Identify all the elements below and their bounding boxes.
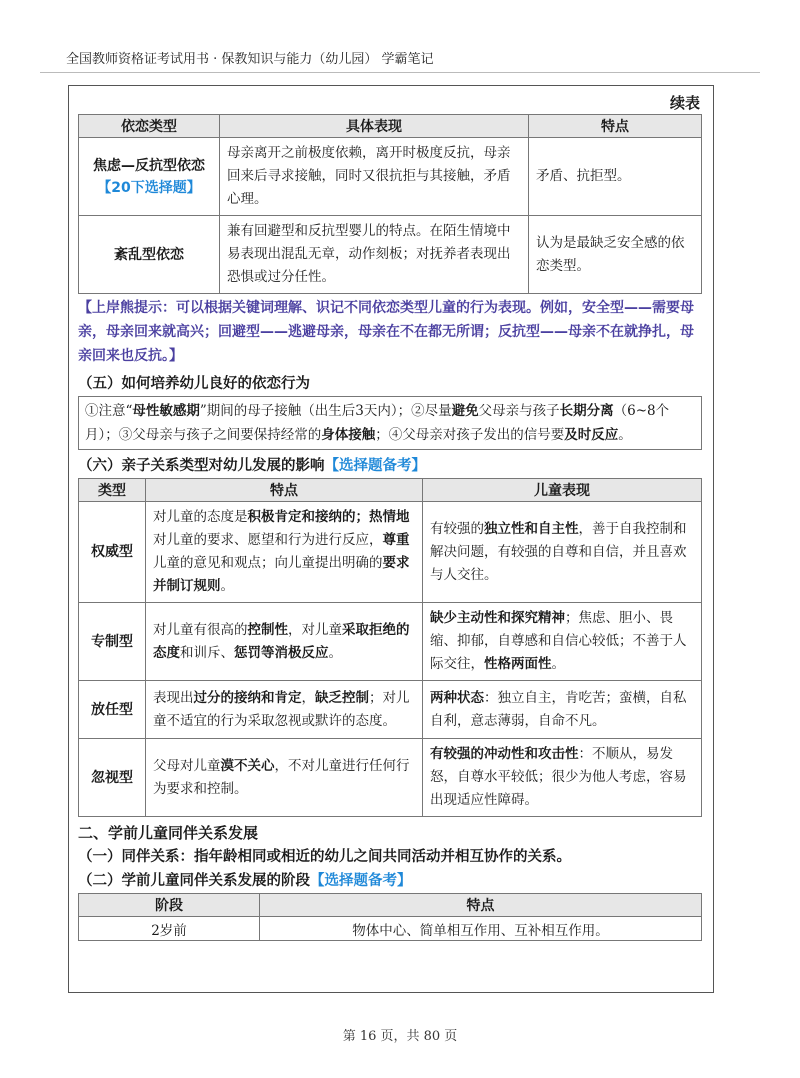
parenting-table xyxy=(78,478,702,817)
emphasis: 惩罚等消极反应 xyxy=(234,644,329,661)
emphasis: 采取拒绝的态度 xyxy=(153,621,410,661)
emphasis: 积极肯定和接纳的；热情地 xyxy=(247,509,410,525)
trait-cell xyxy=(146,502,423,603)
text: ，不对儿童进行任何行为要求和控制。 xyxy=(153,757,410,797)
title-text: （二）学前儿童同伴关系发展的阶段 xyxy=(78,873,310,889)
trait-cell xyxy=(146,681,423,739)
text: ：不顺从，易发怒，自尊水平较低；很少为他人考虑，容易出现适应性障碍。 xyxy=(430,746,687,808)
col-header: 阶段 xyxy=(79,894,260,917)
peer-definition: （一）同伴关系：指年龄相同或相近的幼儿之间共同活动并相互协作的关系。 xyxy=(78,849,571,865)
table-row xyxy=(79,138,702,216)
text: ，对儿童 xyxy=(288,621,342,638)
emphasis: 两种状态 xyxy=(430,689,484,706)
text: 。 xyxy=(328,644,342,661)
page-footer: 第 16 页，共 80 页 xyxy=(342,1029,458,1044)
emphasis: 避免 xyxy=(451,403,479,419)
desc-cell: 兼有回避型和反抗型婴儿的特点。在陌生情境中易表现出混乱无章，动作刻板；对抚养者表现出恐惧或过分任性。 xyxy=(220,216,529,294)
text: ：独立自主，肯吃苦；蛮横，自私自利，意志薄弱，自命不凡。 xyxy=(430,689,687,729)
emphasis: 长期分离 xyxy=(559,403,614,419)
peer-stage-table xyxy=(78,893,702,941)
behavior-cell xyxy=(423,739,702,817)
section-5-box xyxy=(78,396,702,450)
trait-cell xyxy=(146,603,423,681)
emphasis: 有较强的冲动性和攻击性 xyxy=(430,746,579,762)
emphasis: 性格两面性 xyxy=(484,656,552,672)
trait-cell: 认为是最缺乏安全感的依恋类型。 xyxy=(529,216,702,294)
emphasis: 缺少主动性和探究精神 xyxy=(430,610,565,626)
text: 对儿童有很高的 xyxy=(153,621,248,638)
text: 对儿童的态度是 xyxy=(153,509,248,525)
trait-cell: 矛盾、抗拒型。 xyxy=(529,138,702,216)
text: 。 xyxy=(220,578,234,594)
type-cell xyxy=(79,138,220,216)
section-2-title: 二、学前儿童同伴关系发展 xyxy=(78,824,259,842)
text: ；焦虑、胆小、畏缩、抑郁，自尊感和自信心较低；不善于人际交往， xyxy=(430,610,687,672)
emphasis: 母性敏感期 xyxy=(132,403,200,419)
text: ；④父母亲对孩子发出的信号要 xyxy=(375,427,565,443)
col-header: 类型 xyxy=(79,479,146,502)
text: 表现出 xyxy=(153,689,194,706)
desc-cell: 母亲离开之前极度依赖，离开时极度反抗，母亲回来后寻求接触，同时又很抗拒与其接触，矛盾心理。 xyxy=(220,138,529,216)
text: 父母亲与孩子 xyxy=(478,403,560,419)
text: 对儿童的要求、愿望和行为进行反应， xyxy=(153,532,383,548)
type-cell: 权威型 xyxy=(79,502,146,603)
type-cell: 忽视型 xyxy=(79,739,146,817)
emphasis: 过分的接纳和肯定 xyxy=(193,689,302,706)
table-row xyxy=(79,681,702,739)
text: ”期间的母子接触（出生后3天内）；②尽量 xyxy=(199,403,452,419)
col-header: 儿童表现 xyxy=(423,479,702,502)
text: 父母对儿童 xyxy=(153,757,221,774)
emphasis: 要求并制订规则 xyxy=(153,555,410,594)
table-row xyxy=(79,917,702,941)
text: （6~8个月）；③父母亲与孩子之间要保持经常的 xyxy=(85,403,670,443)
col-header: 依恋类型 xyxy=(79,115,220,138)
text: ，善于自我控制和解决问题，有较强的自尊和自信，并且喜欢与人交往。 xyxy=(430,520,687,583)
text: ①注意“ xyxy=(85,403,133,419)
type-cell: 紊乱型依恋 xyxy=(79,216,220,294)
running-header: 全国教师资格证考试用书 · 保教知识与能力（幼儿园） 学霸笔记 xyxy=(66,52,434,67)
text: 儿童的意见和观点；向儿童提出明确的 xyxy=(153,555,383,571)
emphasis: 身体接触 xyxy=(321,427,376,443)
col-header: 特点 xyxy=(146,479,423,502)
behavior-cell xyxy=(423,603,702,681)
exam-tag: 【20下选择题】 xyxy=(97,179,201,196)
emphasis: 控制性 xyxy=(247,621,288,638)
emphasis: 及时反应 xyxy=(564,427,619,443)
emphasis: 缺乏控制 xyxy=(315,689,369,706)
text: 。 xyxy=(618,427,632,443)
page-content xyxy=(78,88,702,941)
table-row xyxy=(79,603,702,681)
attachment-table xyxy=(78,114,702,294)
behavior-cell xyxy=(423,502,702,603)
table-row xyxy=(79,739,702,817)
type-cell: 专制型 xyxy=(79,603,146,681)
text: ， xyxy=(301,689,315,706)
col-header: 特点 xyxy=(529,115,702,138)
text: 和训斥、 xyxy=(180,644,234,661)
section-6-title xyxy=(78,454,702,478)
feature-cell: 物体中心、简单相互作用、互补相互作用。 xyxy=(260,917,702,941)
tip-note: 【上岸熊提示：可以根据关键词理解、识记不同依恋类型儿童的行为表现。例如，安全型——需要母亲，母亲回来就高兴；回避型——逃避母亲，母亲在不在都无所谓；反抗型——母亲不在就挣扎，母亲回来也反抗。】 xyxy=(78,300,694,364)
exam-tag: 【选择题备考】 xyxy=(324,458,426,474)
title-text: （六）亲子关系类型对幼儿发展的影响 xyxy=(78,458,325,474)
stage-cell: 2岁前 xyxy=(79,917,260,941)
emphasis: 独立性和自主性 xyxy=(484,520,579,537)
continued-label: 续表 xyxy=(669,94,700,112)
behavior-cell xyxy=(423,681,702,739)
section-5-title: （五）如何培养幼儿良好的依恋行为 xyxy=(78,376,310,392)
table-row xyxy=(79,216,702,294)
trait-cell xyxy=(146,739,423,817)
emphasis: 漠不关心 xyxy=(220,757,275,774)
text: ；对儿童不适宜的行为采取忽视或默许的态度。 xyxy=(153,689,410,729)
col-header: 特点 xyxy=(260,894,702,917)
header-rule xyxy=(40,72,760,73)
exam-tag: 【选择题备考】 xyxy=(310,873,412,889)
type-label: 焦虑—反抗型依恋 xyxy=(93,157,205,174)
table-row xyxy=(79,502,702,603)
peer-stages-title xyxy=(78,869,702,893)
text: 有较强的 xyxy=(430,520,484,537)
text: 。 xyxy=(551,656,565,672)
emphasis: 尊重 xyxy=(382,532,410,548)
type-cell: 放任型 xyxy=(79,681,146,739)
col-header: 具体表现 xyxy=(220,115,529,138)
